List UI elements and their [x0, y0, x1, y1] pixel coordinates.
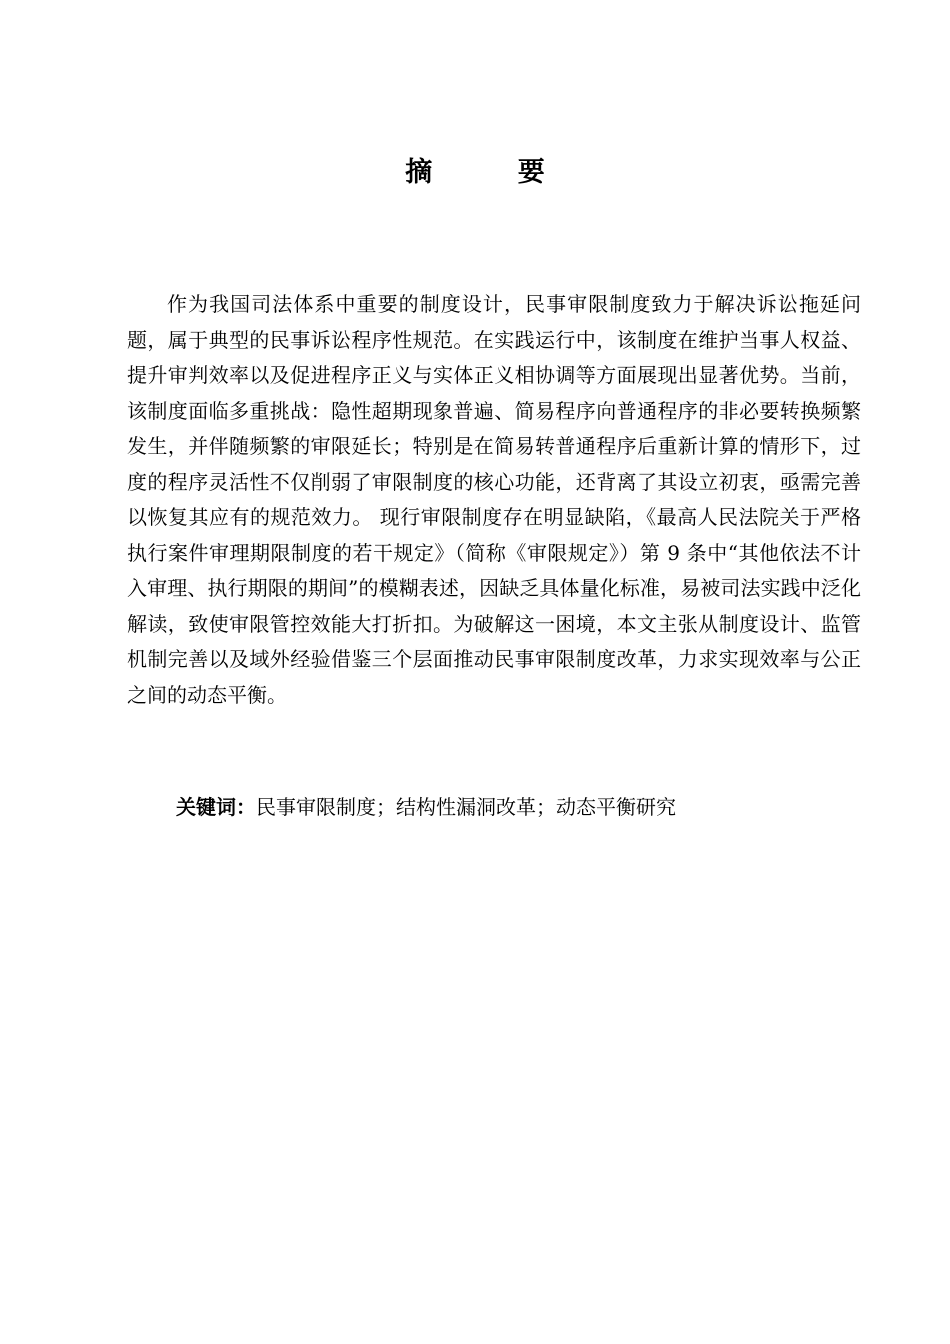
abstract-paragraph: 作为我国司法体系中重要的制度设计，民事审限制度致力于解决诉讼拖延问题，属于典型的民事诉讼程序性规范。在实践运行中，该制度在维护当事人权益、提升审判效率以及促进程序正义与实体正义相协调等方面展现出显著优势。当前，该制度面临多重挑战：隐性超期现象普遍、简易程序向普通程序的非必要转换频繁发生，并伴随频繁的审限延长；特别是在简易转普通程序后重新计算的情形下，过度的程序灵活性不仅削弱了审限制度的核心功能，还背离了其设立初衷，亟需完善以恢复其应有的规范效力。 现行审限制度存在明显缺陷，《最高人民法院关于严格执行案件审理期限制度的若干规定》（简称《审限规定》）第 9 条中“其他依法不计入审理、执行期限的期间”的模糊表述，因缺乏具体量化标准，易被司法实践中泛化解读，致使审限管控效能大打折扣。为破解这一困境，本文主张从制度设计、监管机制完善以及域外经验借鉴三个层面推动民事审限制度改革，力求实现效率与公正之间的动态平衡。	[127, 292, 861, 707]
page-title: 摘 要	[405, 157, 583, 188]
keywords-label: 关键词：	[176, 795, 256, 819]
keywords-line	[176, 790, 866, 825]
keywords-value: 民事审限制度；结构性漏洞改革；动态平衡研究	[256, 795, 676, 819]
